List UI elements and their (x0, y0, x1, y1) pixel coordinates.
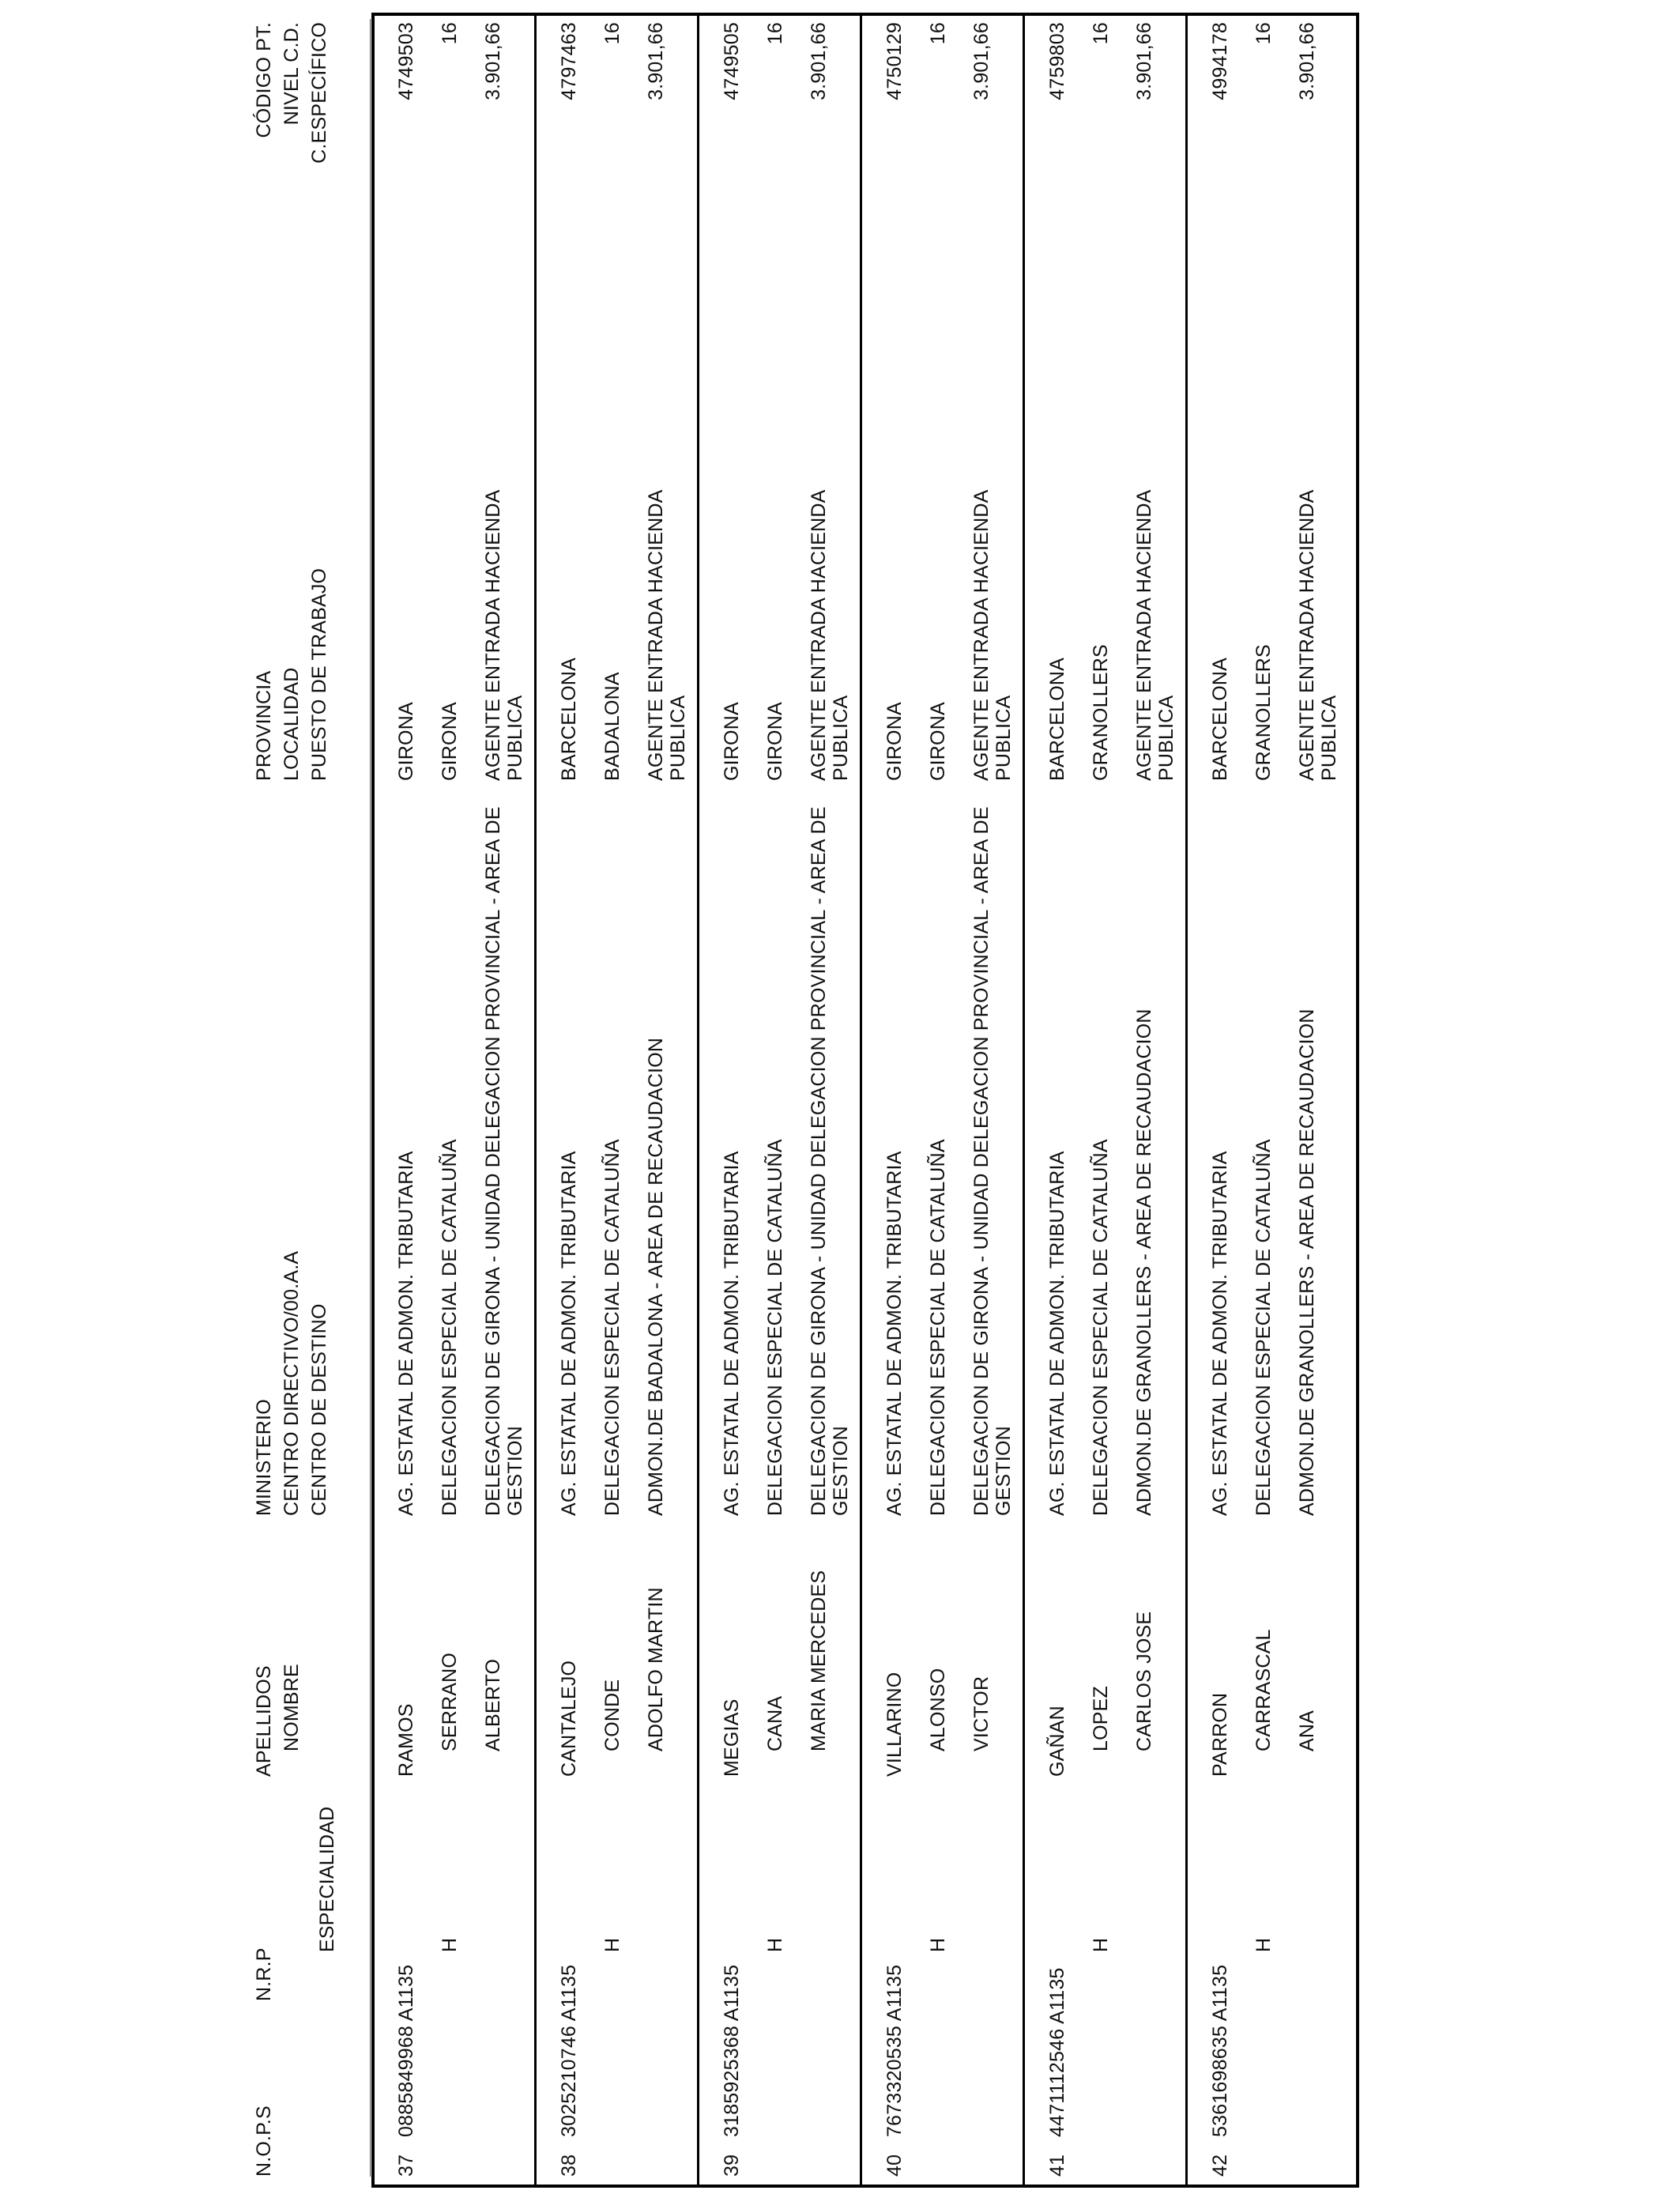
apellido-1: PARRON (1209, 1692, 1231, 1777)
apellido-1: MEGIAS (721, 1698, 743, 1777)
complemento-especifico: 3.901,66 (1133, 22, 1155, 100)
provincia: BARCELONA (1209, 657, 1231, 781)
header-centro-destino: CENTRO DE DESTINO (308, 1303, 330, 1516)
table-row (371, 0, 534, 2194)
apellido-2: CONDE (601, 1679, 623, 1751)
centro-directivo: DELEGACION ESPECIAL DE CATALUÑA (439, 1139, 461, 1516)
apellido-2: CARRASCAL (1252, 1629, 1275, 1751)
ministerio: AG. ESTATAL DE ADMON. TRIBUTARIA (721, 1151, 743, 1516)
apellido-1: GAÑAN (1046, 1706, 1068, 1777)
complemento-especifico: 3.901,66 (808, 22, 830, 100)
nivel-cd: 16 (1252, 22, 1275, 45)
nivel-cd: 16 (764, 22, 786, 45)
codigo-pt: 4749503 (395, 22, 417, 100)
nrp-code: 3185925368 A1135 (721, 1964, 743, 2137)
header-ministerio: MINISTERIO (253, 1399, 275, 1516)
provincia: GIRONA (395, 702, 417, 781)
nrp-code: 3025210746 A1135 (558, 1964, 580, 2137)
header-nops: N.O.P.S (253, 2105, 275, 2177)
complemento-especifico: 3.901,66 (970, 22, 993, 100)
localidad: GRANOLLERS (1090, 644, 1112, 781)
header-centro-directivo: CENTRO DIRECTIVO/00.A.A (281, 1250, 303, 1516)
nops-number: 41 (1046, 2154, 1068, 2177)
provincia: GIRONA (883, 702, 906, 781)
nombre: MARIA MERCEDES (808, 1570, 830, 1751)
centro-destino: DELEGACION DE GIRONA - UNIDAD DELEGACION PROVINCIAL - AREA DE GESTION (482, 806, 526, 1516)
sexo-code: H (1252, 1937, 1275, 1952)
codigo-pt: 4749505 (721, 22, 743, 100)
localidad: GIRONA (927, 702, 949, 781)
apellido-2: LOPEZ (1090, 1686, 1112, 1751)
header-nombre: NOMBRE (281, 1664, 303, 1751)
puesto-trabajo: AGENTE ENTRADA HACIENDA PUBLICA (645, 490, 689, 781)
table-row (534, 0, 697, 2194)
nops-number: 42 (1209, 2154, 1231, 2177)
table-row (697, 0, 860, 2194)
nombre: CARLOS JOSE (1133, 1611, 1155, 1751)
sexo-code: H (764, 1937, 786, 1952)
centro-directivo: DELEGACION ESPECIAL DE CATALUÑA (1252, 1139, 1275, 1516)
centro-directivo: DELEGACION ESPECIAL DE CATALUÑA (927, 1139, 949, 1516)
centro-directivo: DELEGACION ESPECIAL DE CATALUÑA (1090, 1139, 1112, 1516)
complemento-especifico: 3.901,66 (1296, 22, 1318, 100)
codigo-pt: 4994178 (1209, 22, 1231, 100)
localidad: GRANOLLERS (1252, 644, 1275, 781)
complemento-especifico: 3.901,66 (645, 22, 667, 100)
apellido-1: RAMOS (395, 1703, 417, 1777)
nops-number: 38 (558, 2154, 580, 2177)
header-puesto-trabajo: PUESTO DE TRABAJO (308, 567, 330, 781)
provincia: GIRONA (721, 702, 743, 781)
nrp-code: 0885849968 A1135 (395, 1964, 417, 2137)
centro-destino: ADMON.DE GRANOLLERS - AREA DE RECAUDACION (1296, 1008, 1318, 1516)
nombre: ADOLFO MARTIN (645, 1587, 667, 1751)
centro-destino: DELEGACION DE GIRONA - UNIDAD DELEGACION PROVINCIAL - AREA DE GESTION (808, 806, 852, 1516)
nivel-cd: 16 (927, 22, 949, 45)
puesto-trabajo: AGENTE ENTRADA HACIENDA PUBLICA (1296, 490, 1340, 781)
ministerio: AG. ESTATAL DE ADMON. TRIBUTARIA (558, 1151, 580, 1516)
provincia: BARCELONA (1046, 657, 1068, 781)
table-row (1023, 0, 1185, 2194)
ministerio: AG. ESTATAL DE ADMON. TRIBUTARIA (1046, 1151, 1068, 1516)
complemento-especifico: 3.901,66 (482, 22, 504, 100)
localidad: BADALONA (601, 672, 623, 781)
nops-number: 40 (883, 2154, 906, 2177)
localidad: GIRONA (439, 702, 461, 781)
sexo-code: H (601, 1937, 623, 1952)
puesto-trabajo: AGENTE ENTRADA HACIENDA PUBLICA (482, 490, 526, 781)
nops-number: 37 (395, 2154, 417, 2177)
sexo-code: H (439, 1937, 461, 1952)
codigo-pt: 4797463 (558, 22, 580, 100)
header-c-especifico: C.ESPECÍFICO (308, 22, 330, 164)
apellido-1: CANTALEJO (558, 1660, 580, 1777)
codigo-pt: 4750129 (883, 22, 906, 100)
centro-directivo: DELEGACION ESPECIAL DE CATALUÑA (764, 1139, 786, 1516)
header-codigo-pt: CÓDIGO PT. (253, 22, 275, 138)
nombre: ANA (1296, 1710, 1318, 1751)
nivel-cd: 16 (1090, 22, 1112, 45)
apellido-1: VILLARINO (883, 1672, 906, 1777)
header-nrp: N.R.P (253, 1947, 275, 2001)
puesto-trabajo: AGENTE ENTRADA HACIENDA PUBLICA (1133, 490, 1177, 781)
provincia: BARCELONA (558, 657, 580, 781)
table-row (860, 0, 1023, 2194)
nrp-code: 7673320535 A1135 (883, 1964, 906, 2137)
ministerio: AG. ESTATAL DE ADMON. TRIBUTARIA (1209, 1151, 1231, 1516)
header-apellidos: APELLIDOS (253, 1665, 275, 1777)
sexo-code: H (927, 1937, 949, 1952)
table-row (1185, 0, 1348, 2194)
centro-directivo: DELEGACION ESPECIAL DE CATALUÑA (601, 1139, 623, 1516)
nops-number: 39 (721, 2154, 743, 2177)
header-nivel-cd: NIVEL C.D. (281, 22, 303, 126)
nivel-cd: 16 (439, 22, 461, 45)
centro-destino: ADMON.DE BADALONA - AREA DE RECAUDACION (645, 1037, 667, 1516)
header-especialidad: ESPECIALIDAD (316, 1806, 338, 1952)
header-provincia: PROVINCIA (253, 670, 275, 781)
nrp-code: 5361698635 A1135 (1209, 1964, 1231, 2137)
nrp-code: 4471112546 A1135 (1046, 1967, 1068, 2137)
localidad: GIRONA (764, 702, 786, 781)
puesto-trabajo: AGENTE ENTRADA HACIENDA PUBLICA (970, 490, 1015, 781)
centro-destino: DELEGACION DE GIRONA - UNIDAD DELEGACION PROVINCIAL - AREA DE GESTION (970, 806, 1015, 1516)
nombre: ALBERTO (482, 1658, 504, 1751)
apellido-2: ALONSO (927, 1668, 949, 1751)
ministerio: AG. ESTATAL DE ADMON. TRIBUTARIA (883, 1151, 906, 1516)
ministerio: AG. ESTATAL DE ADMON. TRIBUTARIA (395, 1151, 417, 1516)
apellido-2: SERRANO (439, 1652, 461, 1751)
header-divider (370, 19, 371, 2177)
codigo-pt: 4759803 (1046, 22, 1068, 100)
centro-destino: ADMON.DE GRANOLLERS - AREA DE RECAUDACION (1133, 1008, 1155, 1516)
nombre: VICTOR (970, 1676, 993, 1751)
sexo-code: H (1090, 1937, 1112, 1952)
header-localidad: LOCALIDAD (281, 667, 303, 781)
apellido-2: CANA (764, 1695, 786, 1751)
puesto-trabajo: AGENTE ENTRADA HACIENDA PUBLICA (808, 490, 852, 781)
nivel-cd: 16 (601, 22, 623, 45)
